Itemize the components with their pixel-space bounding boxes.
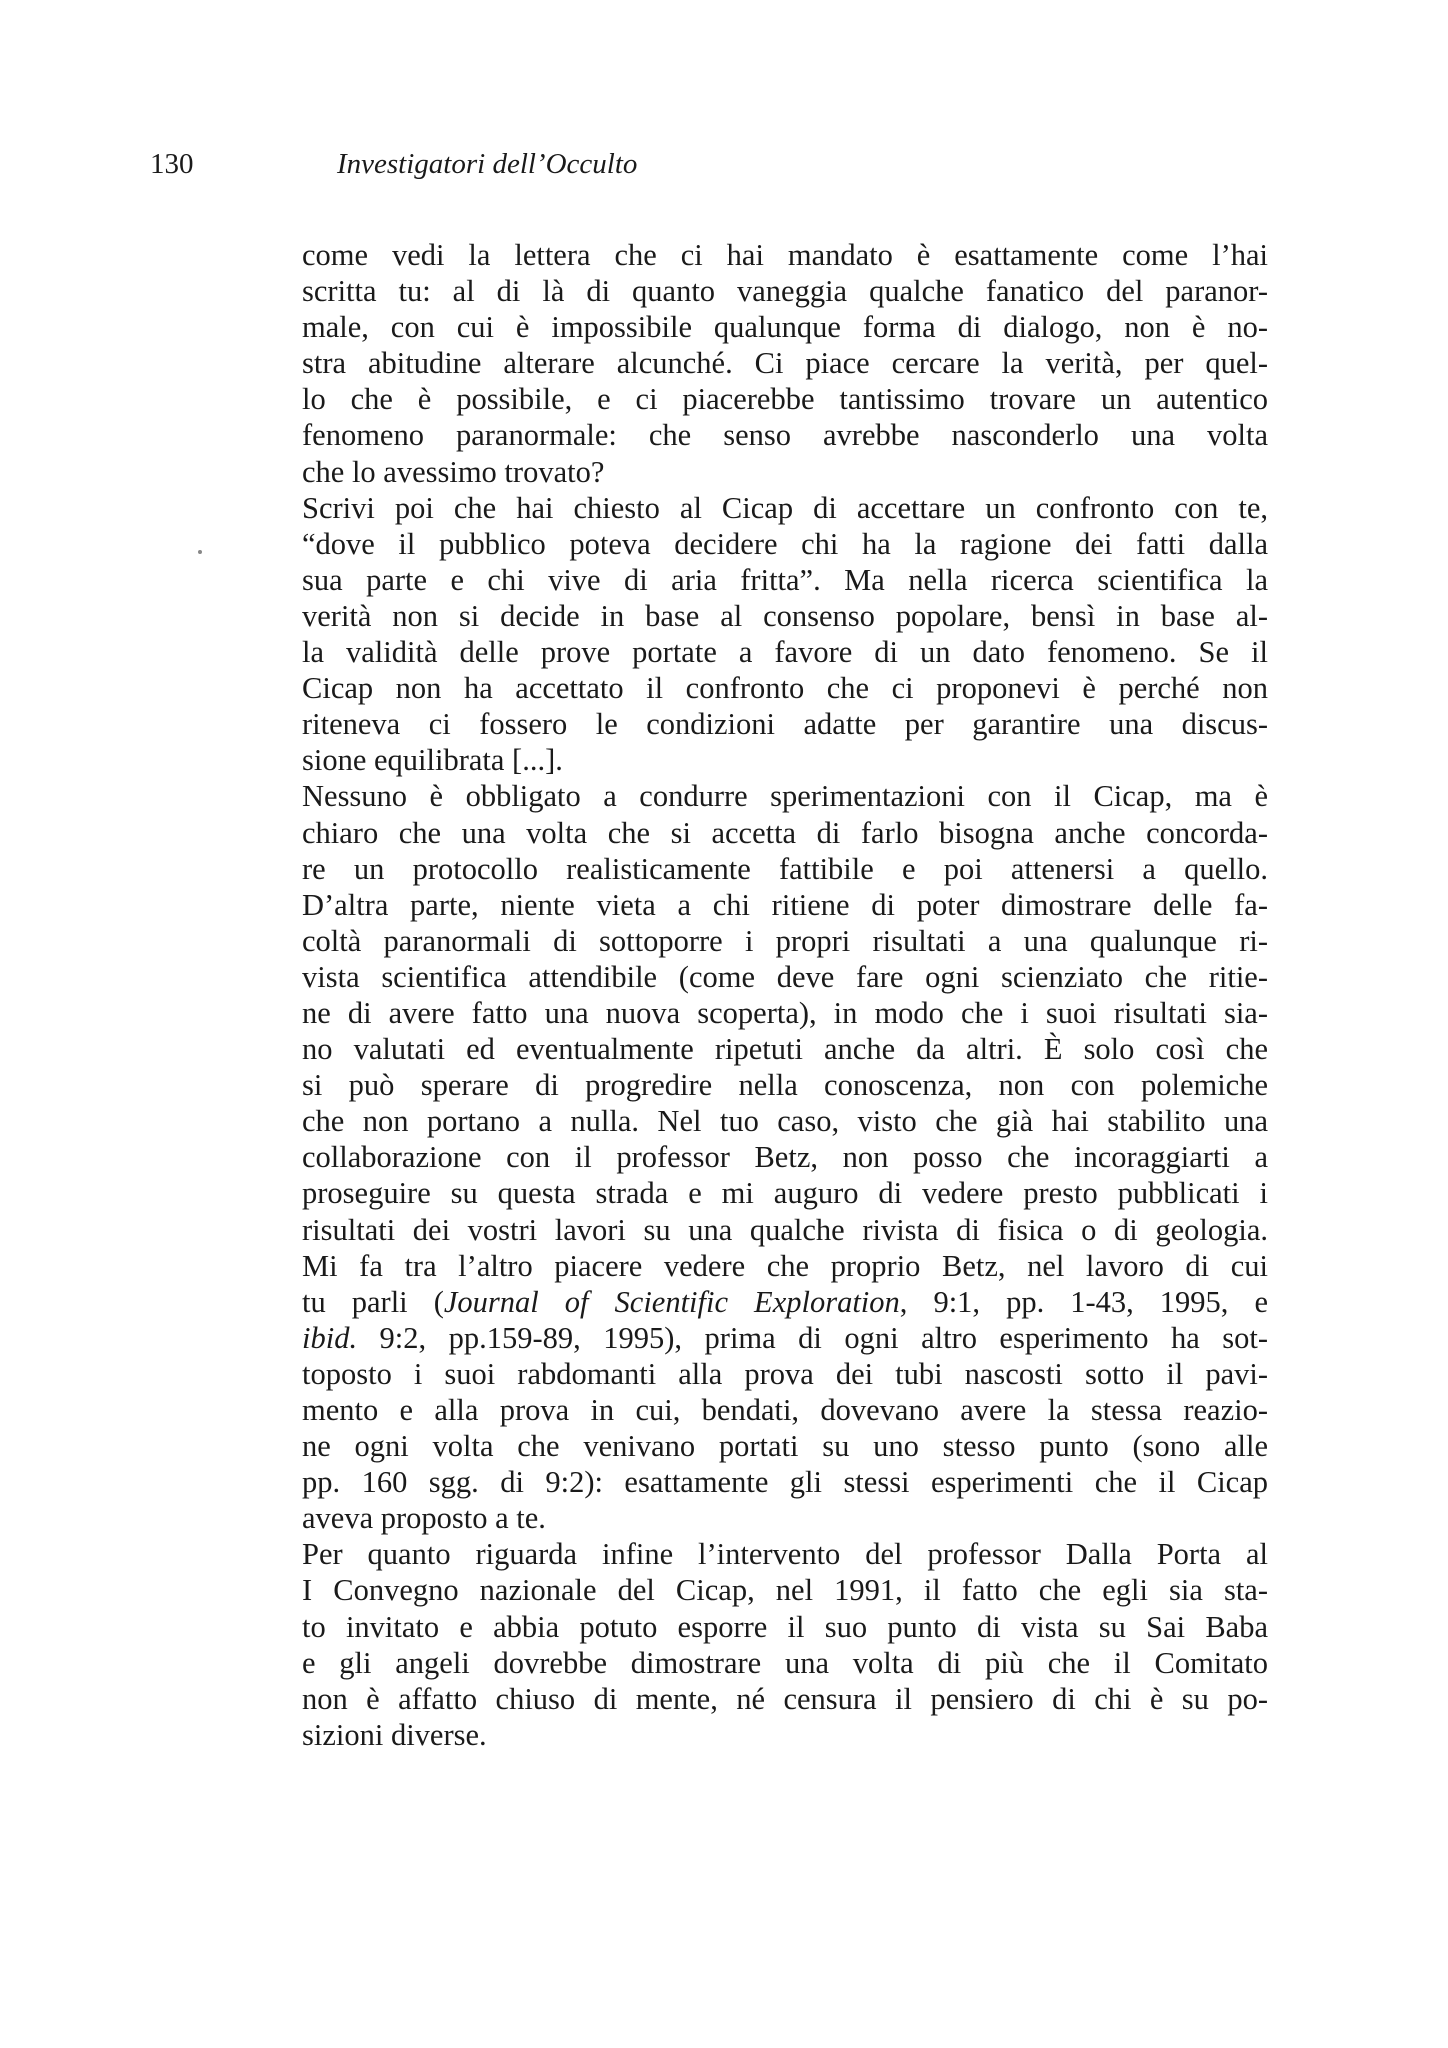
italic-text: Journal of Scientific Exploration — [443, 1284, 900, 1319]
text-line: collaborazione con il professor Betz, non posso che incoraggiarti a — [302, 1140, 1268, 1175]
text-line: toposto i suoi rabdomanti alla prova dei tubi nascosti sotto il pavi- — [302, 1356, 1268, 1391]
text-line: scritta tu: al di là di quanto vaneggia qualche fanatico del paranor- — [302, 274, 1268, 309]
text-line: aveva proposto a te. — [302, 1501, 546, 1536]
text-line: verità non si decide in base al consenso popolare, bensì in base al- — [302, 598, 1268, 633]
text-line: che lo avessimo trovato? — [302, 454, 605, 489]
text-line: sua parte e chi vive di aria fritta”. Ma nella ricerca scientifica la — [302, 562, 1268, 597]
scan-speck — [198, 550, 202, 554]
text-line: sione equilibrata [...]. — [302, 743, 563, 778]
body-text — [302, 237, 1268, 1753]
text-line: re un protocollo realisticamente fattibile e poi attenersi a quello. — [302, 851, 1268, 886]
text-line: no valutati ed eventualmente ripetuti anche da altri. È solo così che — [302, 1032, 1268, 1067]
text-line: Scrivi poi che hai chiesto al Cicap di accettare un confronto con te, — [302, 490, 1268, 525]
text-line: si può sperare di progredire nella conoscenza, non con polemiche — [302, 1068, 1268, 1103]
text-line — [302, 1320, 1268, 1356]
text-line: D’altra parte, niente vieta a chi ritiene di poter dimostrare delle fa- — [302, 887, 1268, 922]
text-line: coltà paranormali di sottoporre i propri risultati a una qualunque ri- — [302, 923, 1268, 958]
text-line: stra abitudine alterare alcunché. Ci piace cercare la verità, per quel- — [302, 346, 1268, 381]
text-line: la validità delle prove portate a favore di un dato fenomeno. Se il — [302, 635, 1268, 670]
text-segment: , 9:1, pp. 1-43, 1995, e — [899, 1284, 1269, 1319]
text-line: risultati dei vostri lavori su una qualche rivista di fisica o di geologia. — [302, 1212, 1268, 1247]
text-line: male, con cui è impossibile qualunque forma di dialogo, non è no- — [302, 310, 1268, 345]
text-line: Nessuno è obbligato a condurre sperimentazioni con il Cicap, ma è — [302, 779, 1268, 814]
text-line: ne ogni volta che venivano portati su uno stesso punto (sono alle — [302, 1429, 1268, 1464]
text-line — [302, 1284, 1268, 1320]
text-line: mento e alla prova in cui, bendati, dovevano avere la stessa reazio- — [302, 1393, 1268, 1427]
text-line: fenomeno paranormale: che senso avrebbe nasconderlo una volta — [302, 418, 1268, 453]
running-title: Investigatori dell’Occulto — [337, 148, 638, 180]
text-line: non è affatto chiuso di mente, né censura il pensiero di chi è su po- — [302, 1681, 1268, 1716]
text-line: to invitato e abbia potuto esporre il suo punto di vista su Sai Baba — [302, 1609, 1268, 1644]
page-number: 130 — [150, 148, 194, 180]
text-line: proseguire su questa strada e mi auguro di vedere presto pubblicati i — [302, 1176, 1268, 1211]
text-line: chiaro che una volta che si accetta di farlo bisogna anche concorda- — [302, 815, 1268, 850]
text-line: Per quanto riguarda infine l’intervento del professor Dalla Porta al — [302, 1537, 1268, 1572]
text-line: sizioni diverse. — [302, 1717, 487, 1752]
text-line: ne di avere fatto una nuova scoperta), in modo che i suoi risultati sia- — [302, 995, 1268, 1030]
text-line: pp. 160 sgg. di 9:2): esattamente gli stessi esperimenti che il Cicap — [302, 1465, 1268, 1500]
text-line: lo che è possibile, e ci piacerebbe tantissimo trovare un autentico — [302, 382, 1268, 417]
text-line: “dove il pubblico poteva decidere chi ha la ragione dei fatti dalla — [302, 526, 1268, 561]
italic-text: ibid. — [302, 1320, 358, 1355]
text-line: e gli angeli dovrebbe dimostrare una volta di più che il Comitato — [302, 1645, 1268, 1680]
text-segment: tu parli ( — [302, 1284, 444, 1319]
text-line: vista scientifica attendibile (come deve fare ogni scienziato che ritie- — [302, 959, 1268, 994]
text-line: Cicap non ha accettato il confronto che ci proponevi è perché non — [302, 671, 1268, 706]
text-segment: 9:2, pp.159-89, 1995), prima di ogni altro esperimento ha sot- — [357, 1320, 1268, 1355]
text-line: I Convegno nazionale del Cicap, nel 1991, il fatto che egli sia sta- — [302, 1573, 1268, 1608]
text-line: che non portano a nulla. Nel tuo caso, visto che già hai stabilito una — [302, 1104, 1268, 1139]
text-line: come vedi la lettera che ci hai mandato è esattamente come l’hai — [302, 238, 1268, 272]
text-line: riteneva ci fossero le condizioni adatte per garantire una discus- — [302, 707, 1268, 742]
text-line: Mi fa tra l’altro piacere vedere che proprio Betz, nel lavoro di cui — [302, 1248, 1268, 1283]
